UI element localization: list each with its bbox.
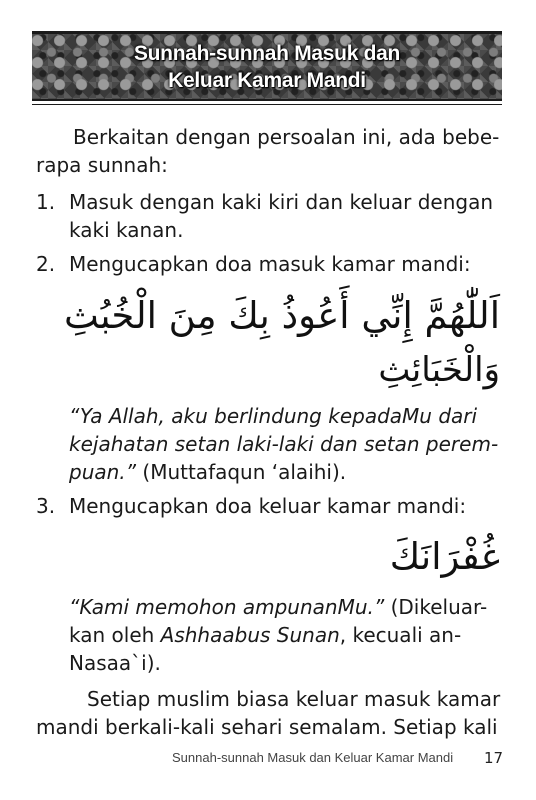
list-item-text: Mengucapkan doa keluar kamar mandi: <box>69 494 467 518</box>
list-number: 1. <box>36 190 56 214</box>
translation-text: kan oleh <box>69 623 161 647</box>
running-footer: Sunnah-sunnah Masuk dan Keluar Kamar Mandi <box>172 750 454 765</box>
translation-line: “Ya Allah, aku berlindung kepadaMu dari <box>69 404 478 428</box>
list-number: 3. <box>36 494 56 518</box>
translation-line <box>69 621 461 649</box>
translation-line: Nasaa`i). <box>69 651 161 675</box>
translation-text: , kecuali an- <box>339 623 462 647</box>
header-rule-thin <box>32 104 502 105</box>
translation-quote: “Kami memohon ampunanMu.” <box>69 595 385 619</box>
translation-line <box>69 593 487 621</box>
intro-line: rapa sunnah: <box>36 153 168 177</box>
intro-line: Berkaitan dengan persoalan ini, ada bebe- <box>73 125 500 149</box>
arabic-prayer-entering-continued: وَالْخَبَائِثِ <box>378 350 500 390</box>
translation-quote-end: puan.” <box>69 460 137 484</box>
translation-line: kejahatan setan laki-laki dan setan perem- <box>69 432 499 456</box>
list-item-text: Mengucapkan doa masuk kamar mandi: <box>69 252 471 276</box>
arabic-prayer-exiting: غُفْرَانَكَ <box>389 535 500 578</box>
translation-source: (Muttafaqun ‘alaihi). <box>136 460 347 484</box>
header-rule-thick <box>32 99 502 101</box>
page-number: 17 <box>484 749 504 767</box>
list-number: 2. <box>36 252 56 276</box>
translation-line <box>69 458 346 486</box>
chapter-title <box>32 40 502 94</box>
chapter-title-line2: Keluar Kamar Mandi <box>168 69 366 92</box>
chapter-banner <box>32 31 502 99</box>
source-name: Ashhaabus Sunan <box>160 623 340 647</box>
list-item-text: Masuk dengan kaki kiri dan keluar dengan <box>69 190 493 214</box>
chapter-title-line1: Sunnah-sunnah Masuk dan <box>133 42 401 65</box>
list-item-text: kaki kanan. <box>69 218 184 242</box>
paragraph-line: Setiap muslim biasa keluar masuk kamar <box>87 687 501 711</box>
arabic-prayer-entering: اَللّٰهُمَّ إِنِّي أَعُوذُ بِكَ مِنَ الْخُبُثِ <box>63 294 500 337</box>
translation-source: (Dikeluar- <box>384 595 488 619</box>
paragraph-line: mandi berkali-kali sehari semalam. Setiap kali <box>36 715 498 739</box>
